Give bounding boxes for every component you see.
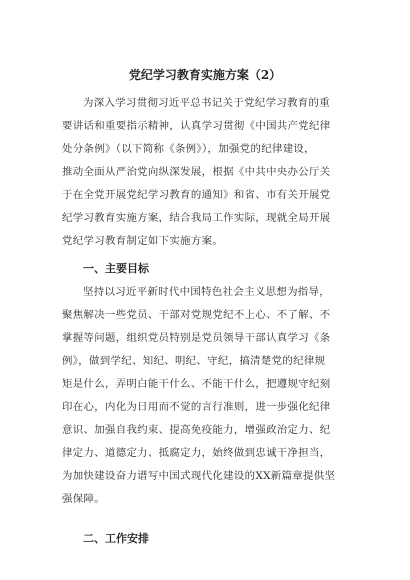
paragraph-line: 推动全面从严治党向纵深发展，根据《中共中央办公厅关 [62,166,331,178]
intro-paragraph [62,92,352,253]
document-title: 党纪学习教育实施方案（2） [128,68,282,82]
paragraph-line: 党纪学习教育制定如下实施方案。 [62,235,224,247]
paragraph-line: 于在全党开展党纪学习教育的通知》和省、市有关开展党 [62,189,331,201]
section-heading-goals: 一、主要目标 [83,262,149,275]
paragraph-line: 律定力、道德定力、抵腐定力，始终做到忠诚干净担当， [62,447,331,459]
paragraph-line: 为深入学习贯彻习近平总书记关于党纪学习教育的重 [83,97,331,109]
paragraph-line: 为加快建设奋力谱写中国式现代化建设的XX新篇章提供坚 [62,470,336,482]
paragraph-line: 印在心，内化为日用而不觉的言行准则，进一步强化纪律 [62,401,331,413]
paragraph-line: 掌握等问题，组织党员特别是党员领导干部认真学习《条 [62,332,331,344]
paragraph-line: 聚焦解决一些党员、干部对党规党纪不上心、不了解、不 [62,309,331,321]
paragraph-line: 坚持以习近平新时代中国特色社会主义思想为指导， [83,286,331,298]
paragraph-line: 矩是什么，弄明白能干什么、不能干什么，把遵规守纪刻 [62,378,331,390]
paragraph-line: 纪学习教育实施方案，结合我局工作实际，现就全局开展 [62,212,331,224]
goals-paragraph [62,281,352,511]
paragraph-line: 意识、加强自我约束、提高免疫能力，增强政治定力、纪 [62,424,331,436]
paragraph-line: 处分条例》（以下简称《条例》），加强党的纪律建设， [62,143,315,155]
paragraph-line: 例》，做到学纪、知纪、明纪、守纪，搞清楚党的纪律规 [62,355,326,367]
paragraph-line: 要讲话和重要指示精神，认真学习贯彻《中国共产党纪律 [62,120,331,132]
paragraph-line: 强保障。 [62,493,105,505]
section-heading-arrangements: 二、工作安排 [83,532,149,545]
